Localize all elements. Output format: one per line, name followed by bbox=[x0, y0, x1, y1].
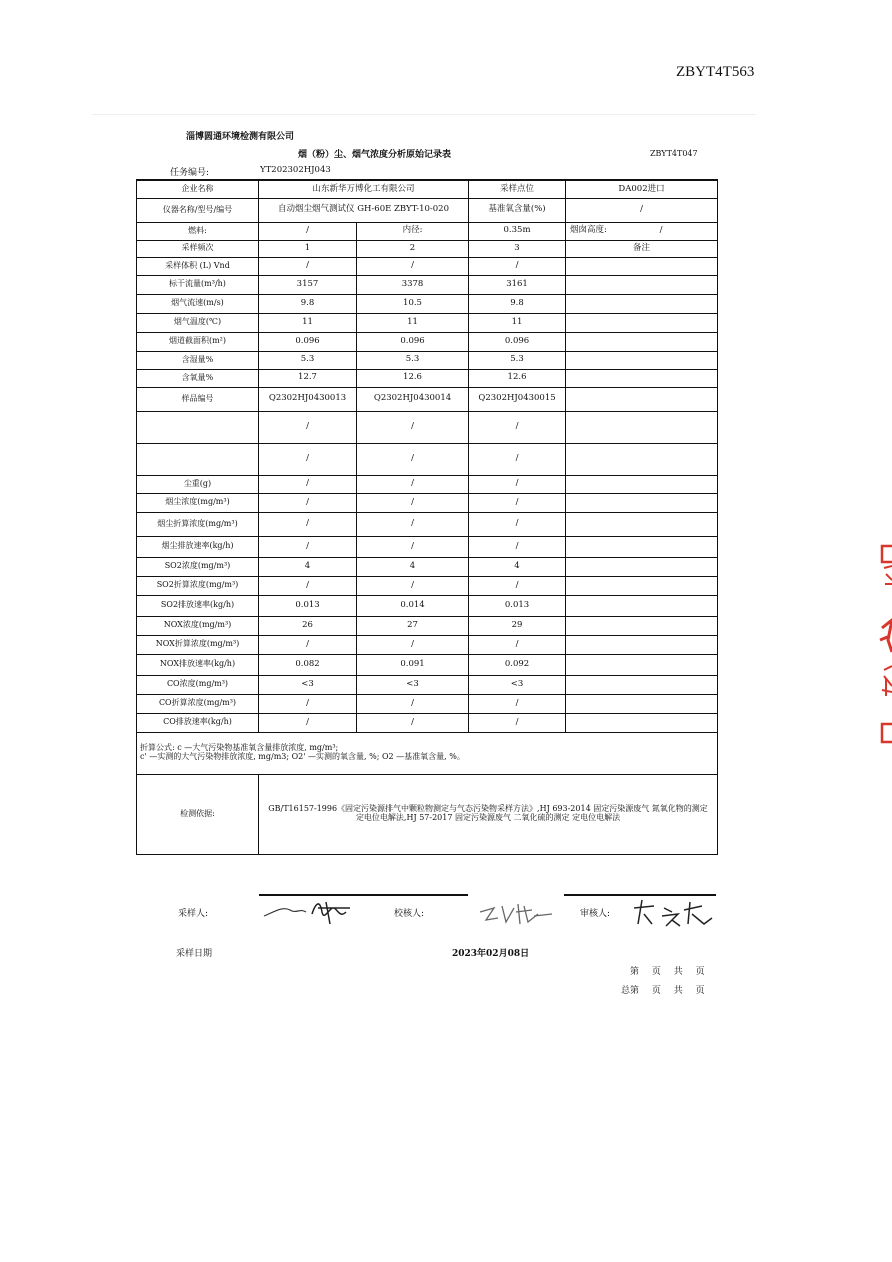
row-label: SO2折算浓度(mg/m³) bbox=[137, 576, 259, 595]
data-row bbox=[137, 616, 718, 635]
remark-cell bbox=[566, 675, 718, 694]
remark-cell bbox=[566, 411, 718, 443]
value-cell: / bbox=[357, 443, 469, 475]
value-cell: 9.8 bbox=[469, 294, 566, 313]
value-cell: / bbox=[469, 694, 566, 713]
data-row bbox=[137, 536, 718, 557]
basis-text: GB/T16157-1996《固定污染源排气中颗粒物测定与气态污染物采样方法》,HJ 693-2014 固定污染源废气 氮氧化物的测定 定电位电解法,HJ 57-2017 固定污染源废气 二氧化硫的测定 定电位电解法 bbox=[259, 774, 718, 854]
value-cell: / bbox=[469, 512, 566, 536]
value-cell: / bbox=[469, 493, 566, 512]
signature-row bbox=[136, 896, 717, 932]
value-cell: 5.3 bbox=[357, 351, 469, 369]
value-cell: / bbox=[469, 475, 566, 493]
value-cell: / bbox=[259, 493, 357, 512]
document-code: ZBYT4T563 bbox=[676, 64, 755, 80]
red-stamp-fragment bbox=[876, 540, 892, 745]
frequency-3: 3 bbox=[469, 240, 566, 257]
value-cell: / bbox=[469, 411, 566, 443]
row-label: 烟尘排放速率(kg/h) bbox=[137, 536, 259, 557]
data-row bbox=[137, 257, 718, 275]
checker-signature bbox=[476, 894, 556, 928]
fuel-label: 燃料: bbox=[137, 222, 259, 240]
remark-cell bbox=[566, 616, 718, 635]
value-cell: / bbox=[469, 713, 566, 732]
row-label: 含氧量% bbox=[137, 369, 259, 387]
value-cell: <3 bbox=[259, 675, 357, 694]
value-cell: / bbox=[357, 411, 469, 443]
formula-cell bbox=[137, 732, 718, 774]
remark-cell bbox=[566, 275, 718, 294]
frequency-row bbox=[137, 240, 718, 257]
row-label: NOX浓度(mg/m³) bbox=[137, 616, 259, 635]
remark-cell bbox=[566, 536, 718, 557]
value-cell: Q2302HJ0430013 bbox=[259, 387, 357, 411]
row-label: CO浓度(mg/m³) bbox=[137, 675, 259, 694]
enterprise-label: 企业名称 bbox=[137, 180, 259, 198]
value-cell: / bbox=[357, 713, 469, 732]
row-label: SO2排放速率(kg/h) bbox=[137, 595, 259, 616]
value-cell: / bbox=[259, 536, 357, 557]
inner-diameter-value: 0.35m bbox=[469, 222, 566, 240]
value-cell: 0.014 bbox=[357, 595, 469, 616]
data-row bbox=[137, 294, 718, 313]
value-cell: / bbox=[357, 493, 469, 512]
data-row bbox=[137, 694, 718, 713]
value-cell: 4 bbox=[259, 557, 357, 576]
data-row bbox=[137, 369, 718, 387]
data-row bbox=[137, 493, 718, 512]
value-cell: 12.6 bbox=[469, 369, 566, 387]
row-label: 烟气流速(m/s) bbox=[137, 294, 259, 313]
data-row bbox=[137, 275, 718, 294]
value-cell: 4 bbox=[357, 557, 469, 576]
value-cell: 12.6 bbox=[357, 369, 469, 387]
value-cell: 3161 bbox=[469, 275, 566, 294]
remark-cell bbox=[566, 557, 718, 576]
basis-label: 检测依据: bbox=[137, 774, 259, 854]
data-row bbox=[137, 313, 718, 332]
sampler-signature-line-2 bbox=[356, 894, 468, 896]
value-cell: / bbox=[259, 512, 357, 536]
value-cell: / bbox=[259, 443, 357, 475]
value-cell: 0.091 bbox=[357, 654, 469, 675]
value-cell: 0.092 bbox=[469, 654, 566, 675]
value-cell: 29 bbox=[469, 616, 566, 635]
sampler-label: 采样人: bbox=[178, 909, 209, 919]
row-label bbox=[137, 443, 259, 475]
value-cell: / bbox=[259, 475, 357, 493]
remark-header: 备注 bbox=[566, 240, 718, 257]
instrument-label: 仪器名称/型号/编号 bbox=[137, 198, 259, 222]
sampling-date-value: 2023年02月08日 bbox=[452, 949, 530, 959]
value-cell: / bbox=[357, 475, 469, 493]
formula-line-1: 折算公式: c —大气污染物基准氧含量排放浓度, mg/m³; bbox=[140, 743, 339, 753]
value-cell: / bbox=[357, 512, 469, 536]
data-row bbox=[137, 475, 718, 493]
row-label: 烟尘浓度(mg/m³) bbox=[137, 493, 259, 512]
value-cell: 0.082 bbox=[259, 654, 357, 675]
sampler-signature bbox=[260, 894, 356, 928]
header-divider bbox=[92, 114, 756, 115]
value-cell: / bbox=[259, 576, 357, 595]
value-cell: <3 bbox=[357, 675, 469, 694]
row-label: 烟气温度(℃) bbox=[137, 313, 259, 332]
remark-cell bbox=[566, 332, 718, 351]
remark-cell bbox=[566, 576, 718, 595]
fuel-value: / bbox=[259, 222, 357, 240]
sampling-date-label: 采样日期 bbox=[176, 949, 213, 959]
row-label bbox=[137, 411, 259, 443]
value-cell: / bbox=[357, 694, 469, 713]
remark-cell bbox=[566, 475, 718, 493]
checker-label: 校核人: bbox=[394, 909, 425, 919]
remark-cell bbox=[566, 257, 718, 275]
data-row bbox=[137, 411, 718, 443]
data-row bbox=[137, 635, 718, 654]
row-label: 烟尘折算浓度(mg/m³) bbox=[137, 512, 259, 536]
data-row bbox=[137, 713, 718, 732]
remark-cell bbox=[566, 694, 718, 713]
base-oxygen-value: / bbox=[566, 198, 718, 222]
instrument-row bbox=[137, 198, 718, 222]
chimney-height-value: / bbox=[659, 225, 663, 236]
task-number-value: YT202302HJ043 bbox=[260, 165, 331, 175]
value-cell: / bbox=[259, 411, 357, 443]
task-number-label: 任务编号: bbox=[170, 168, 210, 178]
value-cell: / bbox=[259, 694, 357, 713]
value-cell: / bbox=[259, 635, 357, 654]
data-row bbox=[137, 512, 718, 536]
data-row bbox=[137, 576, 718, 595]
data-row bbox=[137, 351, 718, 369]
reviewer-signature bbox=[628, 894, 718, 928]
sampling-point-label: 采样点位 bbox=[469, 180, 566, 198]
remark-cell bbox=[566, 493, 718, 512]
frequency-2: 2 bbox=[357, 240, 469, 257]
formula-row bbox=[137, 732, 718, 774]
value-cell: / bbox=[469, 576, 566, 595]
value-cell: 5.3 bbox=[469, 351, 566, 369]
remark-cell bbox=[566, 369, 718, 387]
value-cell: 3157 bbox=[259, 275, 357, 294]
value-cell: 3378 bbox=[357, 275, 469, 294]
data-row bbox=[137, 595, 718, 616]
row-label: NOX折算浓度(mg/m³) bbox=[137, 635, 259, 654]
formula-line-2: c' —实测的大气污染物排放浓度, mg/m3; O2' —实测的氧含量, %; O2 —基准氧含量, %。 bbox=[140, 752, 465, 761]
total-page-number: 总第 页 共 页 bbox=[621, 986, 705, 996]
base-oxygen-label: 基准氧含量(%) bbox=[469, 198, 566, 222]
value-cell: 4 bbox=[469, 557, 566, 576]
sampling-point-value: DA002进口 bbox=[566, 180, 718, 198]
value-cell: / bbox=[469, 443, 566, 475]
chimney-height-cell bbox=[566, 222, 718, 240]
value-cell: 12.7 bbox=[259, 369, 357, 387]
value-cell: 0.096 bbox=[357, 332, 469, 351]
value-cell: 11 bbox=[469, 313, 566, 332]
row-label: CO排放速率(kg/h) bbox=[137, 713, 259, 732]
remark-cell bbox=[566, 313, 718, 332]
remark-cell bbox=[566, 635, 718, 654]
record-table bbox=[136, 179, 718, 855]
remark-cell bbox=[566, 294, 718, 313]
basis-row bbox=[137, 774, 718, 854]
row-label: NOX排放速率(kg/h) bbox=[137, 654, 259, 675]
data-row bbox=[137, 557, 718, 576]
company-name: 淄博圆通环境检测有限公司 bbox=[186, 132, 295, 142]
value-cell: 11 bbox=[259, 313, 357, 332]
data-row bbox=[137, 654, 718, 675]
row-label: 采样体积 (L) Vnd bbox=[137, 257, 259, 275]
data-row bbox=[137, 443, 718, 475]
value-cell: Q2302HJ0430015 bbox=[469, 387, 566, 411]
row-label: 含湿量% bbox=[137, 351, 259, 369]
value-cell: / bbox=[357, 536, 469, 557]
value-cell: / bbox=[357, 257, 469, 275]
remark-cell bbox=[566, 654, 718, 675]
remark-cell bbox=[566, 595, 718, 616]
value-cell: / bbox=[357, 635, 469, 654]
form-code: ZBYT4T047 bbox=[650, 149, 698, 158]
remark-cell bbox=[566, 443, 718, 475]
row-label: 样品编号 bbox=[137, 387, 259, 411]
data-row bbox=[137, 332, 718, 351]
enterprise-value: 山东新华万博化工有限公司 bbox=[259, 180, 469, 198]
page-number: 第 页 共 页 bbox=[630, 967, 705, 977]
fuel-row bbox=[137, 222, 718, 240]
value-cell: <3 bbox=[469, 675, 566, 694]
remark-cell bbox=[566, 713, 718, 732]
value-cell: 27 bbox=[357, 616, 469, 635]
data-row bbox=[137, 675, 718, 694]
remark-cell bbox=[566, 387, 718, 411]
value-cell: / bbox=[357, 576, 469, 595]
row-label: CO折算浓度(mg/m³) bbox=[137, 694, 259, 713]
value-cell: / bbox=[259, 257, 357, 275]
value-cell: 0.013 bbox=[469, 595, 566, 616]
row-label: 标干流量(m³/h) bbox=[137, 275, 259, 294]
value-cell: 5.3 bbox=[259, 351, 357, 369]
value-cell: 9.8 bbox=[259, 294, 357, 313]
value-cell: 0.096 bbox=[469, 332, 566, 351]
reviewer-label: 审核人: bbox=[580, 909, 611, 919]
form-title: 烟（粉）尘、烟气浓度分析原始记录表 bbox=[298, 150, 452, 160]
data-row bbox=[137, 387, 718, 411]
frequency-1: 1 bbox=[259, 240, 357, 257]
value-cell: 10.5 bbox=[357, 294, 469, 313]
value-cell: 0.013 bbox=[259, 595, 357, 616]
value-cell: / bbox=[469, 257, 566, 275]
row-label: SO2浓度(mg/m³) bbox=[137, 557, 259, 576]
chimney-height-label: 烟囱高度: bbox=[570, 225, 607, 236]
value-cell: / bbox=[469, 536, 566, 557]
instrument-value: 自动烟尘烟气测试仪 GH-60E ZBYT-10-020 bbox=[259, 198, 469, 222]
value-cell: / bbox=[469, 635, 566, 654]
value-cell: / bbox=[259, 713, 357, 732]
frequency-label: 采样频次 bbox=[137, 240, 259, 257]
value-cell: 26 bbox=[259, 616, 357, 635]
value-cell: 0.096 bbox=[259, 332, 357, 351]
remark-cell bbox=[566, 351, 718, 369]
remark-cell bbox=[566, 512, 718, 536]
enterprise-row bbox=[137, 180, 718, 198]
inner-diameter-label: 内径: bbox=[357, 222, 469, 240]
value-cell: Q2302HJ0430014 bbox=[357, 387, 469, 411]
row-label: 尘重(g) bbox=[137, 475, 259, 493]
row-label: 烟道截面积(m²) bbox=[137, 332, 259, 351]
value-cell: 11 bbox=[357, 313, 469, 332]
